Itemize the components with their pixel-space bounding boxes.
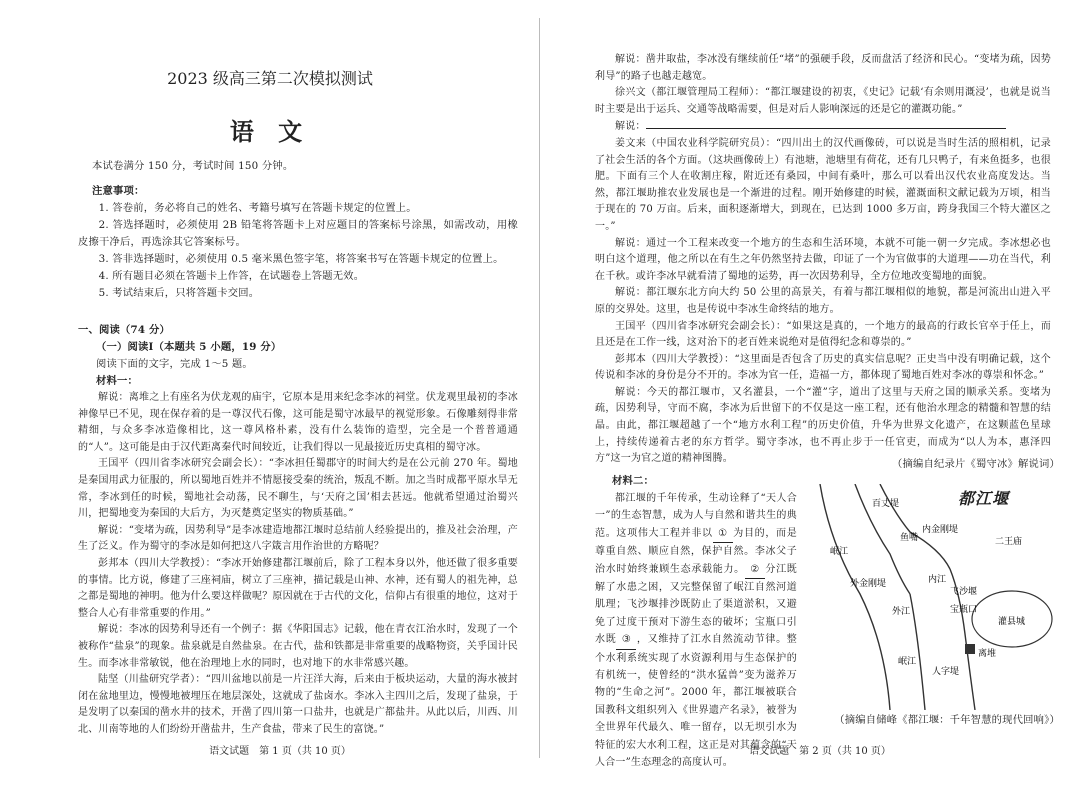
map-label: 鱼嘴 bbox=[900, 533, 919, 543]
paragraph: 解说：“变堵为疏，因势利导”是李冰建造地都江堰时总结前人经验提出的，推及社会治理，产生了泛义。作为蜀守的李冰是如何把这八字箴言用作治世的方略呢？ bbox=[78, 524, 518, 553]
paragraph: 陆坚（川盐研究学者）：“四川盆地以前是一片汪洋大海，后来由于板块运动，大量的海水被封闭在盆地里边，慢慢地被埋压在地层深处，这就成了盐卤水。李冰入主四川之后，发现了盐泉，于是发明了以秦国的凿水井的技术，开凿了四川第一口盐井，也就是广都盐井。从此以后，川西、川北、川南等地的人们纷纷开凿盐井，生产食盐，带来了民生的富饶。” bbox=[78, 674, 518, 735]
map-label: 岷江 bbox=[898, 657, 917, 667]
map-label: 外金刚堤 bbox=[850, 579, 887, 589]
answer-line bbox=[595, 118, 1051, 136]
paragraph: 解说：今天的都江堰市，又名灌县，一个“灌”字，道出了这里与天府之国的顺承关系。变堵为疏，因势利导，守而不腐，李冰为后世留下的不仅是这一座工程，还有他治水理念的精髓和智慧的结晶。由此，都江堰超越了一个“地方水利工程”的历史价值，升华为世界文化遗产，在这颗蓝色星球上，持续传递着古老的东方哲学。蜀守李冰，也不再止步于一任官吏，而成为“以人为本，惠泽四方”这一为官之道的精神图腾。 bbox=[595, 386, 1051, 465]
notice-item: 1. 答卷前，务必将自己的姓名、考籍号填写在答题卡规定的位置上。 bbox=[98, 202, 417, 214]
map-label: 内金刚堤 bbox=[922, 525, 959, 535]
paragraph: 王国平（四川省李冰研究会副会长）：“李冰担任蜀郡守的时间大约是在公元前 270 年。蜀地是秦国用武力征服的，所以蜀地百姓并不情愿接受秦的统治，叛乱不断。加之当时成都平原水旱无常，李冰到任的时候，蜀地社会动荡，民不聊生，与‘天府之国’相去甚远。他就希望通过治蜀兴川，把蜀地变为秦国的大后方，为灭楚奠定坚实的物质基础。” bbox=[78, 458, 518, 520]
dujiangyan-logo: 都江堰 bbox=[958, 489, 1010, 508]
instruction: 阅读下面的文字，完成 1～5 题。 bbox=[96, 358, 253, 370]
paragraph: 王国平（四川省李冰研究会副会长）：“如果这是真的，一个地方的最高的行政长官卒于任上，而且还是在工作一线，这对治下的老百姓来说绝对是值得纪念和尊崇的。” bbox=[595, 320, 1051, 349]
notices bbox=[78, 200, 518, 302]
material-1-label: 材料一： bbox=[96, 375, 138, 387]
map-label: 灌县城 bbox=[998, 617, 1026, 627]
notice-item: 5. 考试结束后，只将答题卡交回。 bbox=[98, 287, 260, 299]
subject-title: 语 文 bbox=[229, 117, 311, 146]
paragraph: 解说：都江堰东北方向大约 50 公里的高景关，有着与都江堰相似的地貌，都是河流出山进入平原的交界处。这里，也是传说中李冰生命终结的地方。 bbox=[595, 287, 1051, 315]
paragraph: 姜文来（中国农业科学院研究员）：“四川出土的汉代画像砖，可以说是当时生活的照相机，记录了社会生活的各个方面。（这块画像砖上）有池塘，池塘里有荷花，还有几只鸭子，有来鱼挺多，也很肥。下面有三个人在收割庄稼，附近还有桑园，中间有桑叶，那么可以看出汉代农业高度发达。当然，都江堰助推农业发展也是一个渐进的过程。刚开始修建的时候，灌溉面积文献记载为万顷，相当于现在的 70 万亩。后来，面积逐渐增大，到现在，已达到 1000 多万亩，跨身我国三个特大灌区之一。” bbox=[595, 137, 1051, 232]
map-label: 宝瓶口 bbox=[950, 605, 978, 615]
material-1-continued bbox=[595, 52, 1051, 468]
dujiangyan-map bbox=[800, 484, 1070, 710]
blank-1: ① bbox=[713, 525, 733, 543]
paragraph: 解说：凿井取盐，李冰没有继续前任“堵”的强硬手段，反而盘活了经济和民心。“变堵为疏，因势利导”的路子也越走越宽。 bbox=[595, 54, 1051, 82]
notice-title: 注意事项： bbox=[92, 185, 145, 197]
lidui-marker bbox=[965, 644, 975, 654]
footer-page-2: 语文试题 第 2 页（共 10 页） bbox=[749, 746, 891, 757]
intro-text: 本试卷满分 150 分，考试时间 150 分钟。 bbox=[92, 160, 294, 172]
material-2-text bbox=[595, 490, 797, 772]
answer-blank-line bbox=[646, 118, 1006, 129]
notice-item: 2. 答选择题时，必须使用 2B 铅笔将答题卡上对应题目的答案标号涂黑，如需改动，用橡皮擦干净后，再选涂其它答案标号。 bbox=[78, 219, 518, 248]
section-title: 一、阅读（74 分） bbox=[78, 324, 170, 336]
paragraph: 解说：李冰的因势利导还有一个例子：据《华阳国志》记载，他在青衣江治水时，发现了一个被称作“盐泉”的现象。盐泉就是自然盐泉。在古代，盐和铁都是非常重要的战略物资，关乎国计民生。而李冰非常敏锐，他在治理地上水的同时，也对地下的水非常感兴趣。 bbox=[78, 624, 518, 669]
map-label: 外江 bbox=[892, 607, 911, 617]
paragraph: 都江堰的千年传承，生动诠释了“天人合一”的生态智慧，成为人与自然和谐共生的典范。这项伟大工程并非以 ① 为目的，而是尊重自然、顺应自然，保护自然。李冰父子治水时始终兼顾生态承载能力。 ② 分江既解了水患之困，又完整保留了岷江自然河道肌理；飞沙堰排沙既防止了渠道淤积，又避免了过度干预对下游生态的破坏；宝瓶口引水既 ③ ，又维持了江水自然流动节律。整个水利系统实现了水资源利用与生态保护的有机统一，使曾经的“洪水猛兽”变为滋养万物的“生命之河”。2000 年，都江堰被联合国教科文组织列入《世界遗产名录》，被誉为全世界年代最久、唯一留存，以无坝引水为特征的宏大水利工程，这正是对其蕴含的“天人合一”生态理念的高度认可。 bbox=[595, 493, 798, 769]
outer-river-bank bbox=[910, 594, 925, 710]
map-label: 内江 bbox=[928, 575, 947, 585]
map-label: 百丈堤 bbox=[872, 499, 900, 509]
notice-item: 4. 所有题目必须在答题卡上作答，在试题卷上答题无效。 bbox=[98, 270, 365, 282]
map-label: 二王庙 bbox=[995, 537, 1023, 547]
paragraph: 解说：离堆之上有座名为伏龙观的庙宇，它原本是用来纪念李冰的祠堂。伏龙观里最初的李冰神像早已不见，现在保存着的是一尊汉代石像，这可能是蜀守冰最早的视觉形象。石像雕刻得非常精细，与众多李冰造像相比，这一尊风格朴素，没有什么装饰的造型，完全是一个普普通通的“人”。这可能是由于汉代距离秦代时间较近，让我们得以一见最接近历史真相的蜀守冰。 bbox=[78, 392, 518, 453]
paragraph: 徐兴文（都江堰管理局工程师）：“都江堰建设的初衷，《史记》记载‘有余则用溉浸’，也就是说当时主要是出于运兵、交通等战略需要，但是对后人影响深远的还是它的灌溉功能。” bbox=[595, 87, 1051, 115]
paragraph: 彭邦本（四川大学教授）：“李冰开始修建都江堰前后，除了工程本身以外，他还做了很多重要的事情。比方说，修建了三座祠庙，树立了三座神，描记载是山神、水神，还有蜀人的祖先神，总之都是蜀地的神明。他为什么要这样做呢？原因就在于古代的文化，信仰占有很重的地位，这对于整合人心有非常重要的作用。” bbox=[78, 557, 518, 619]
source-2: （摘编自储峰《都江堰：千年智慧的现代回响》） bbox=[834, 714, 1060, 726]
material-2-label: 材料二： bbox=[612, 475, 654, 487]
map-label: 离堆 bbox=[978, 649, 997, 659]
map-label: 飞沙堰 bbox=[950, 587, 978, 597]
source-1: （摘编自纪录片《蜀守冰》解说词） bbox=[892, 458, 1060, 470]
blank-2: ② bbox=[745, 561, 765, 579]
subsection-title: （一）阅读Ⅰ（本题共 5 小题，19 分） bbox=[96, 341, 282, 353]
footer-page-1: 语文试题 第 1 页（共 10 页） bbox=[209, 746, 351, 757]
narration-label: 解说： bbox=[615, 121, 646, 133]
notice-item: 3. 答非选择题时，必须使用 0.5 毫米黑色签字笔，将答案书写在答题卡规定的位置上。 bbox=[98, 253, 504, 265]
river-bank-left bbox=[820, 484, 890, 710]
map-label: 岷江 bbox=[830, 547, 849, 557]
exam-title: 2023 级高三第二次模拟测试 bbox=[167, 69, 373, 88]
paragraph: 彭邦本（四川大学教授）：“这里面是否包含了历史的真实信息呢？正史当中没有明确记载，这个传说和李冰的身份是分不开的。李冰为官一任，造福一方，都体现了蜀地百姓对李冰的尊崇和怀念。” bbox=[595, 353, 1051, 382]
material-1-text bbox=[78, 390, 518, 738]
map-label: 人字堤 bbox=[932, 667, 960, 677]
paragraph: 解说：通过一个工程来改变一个地方的生态和生活环境，本就不可能一朝一夕完成。李冰想必也明白这个道理，他之所以在有生之年仍然坚持去做，印证了一个为官做事的大道理——功在当代，利在千秋。或许李冰早就看清了蜀地的运势，再一次因势利导，全方位地改变蜀地的面貌。 bbox=[595, 237, 1051, 282]
blank-3: ③ bbox=[616, 631, 636, 649]
